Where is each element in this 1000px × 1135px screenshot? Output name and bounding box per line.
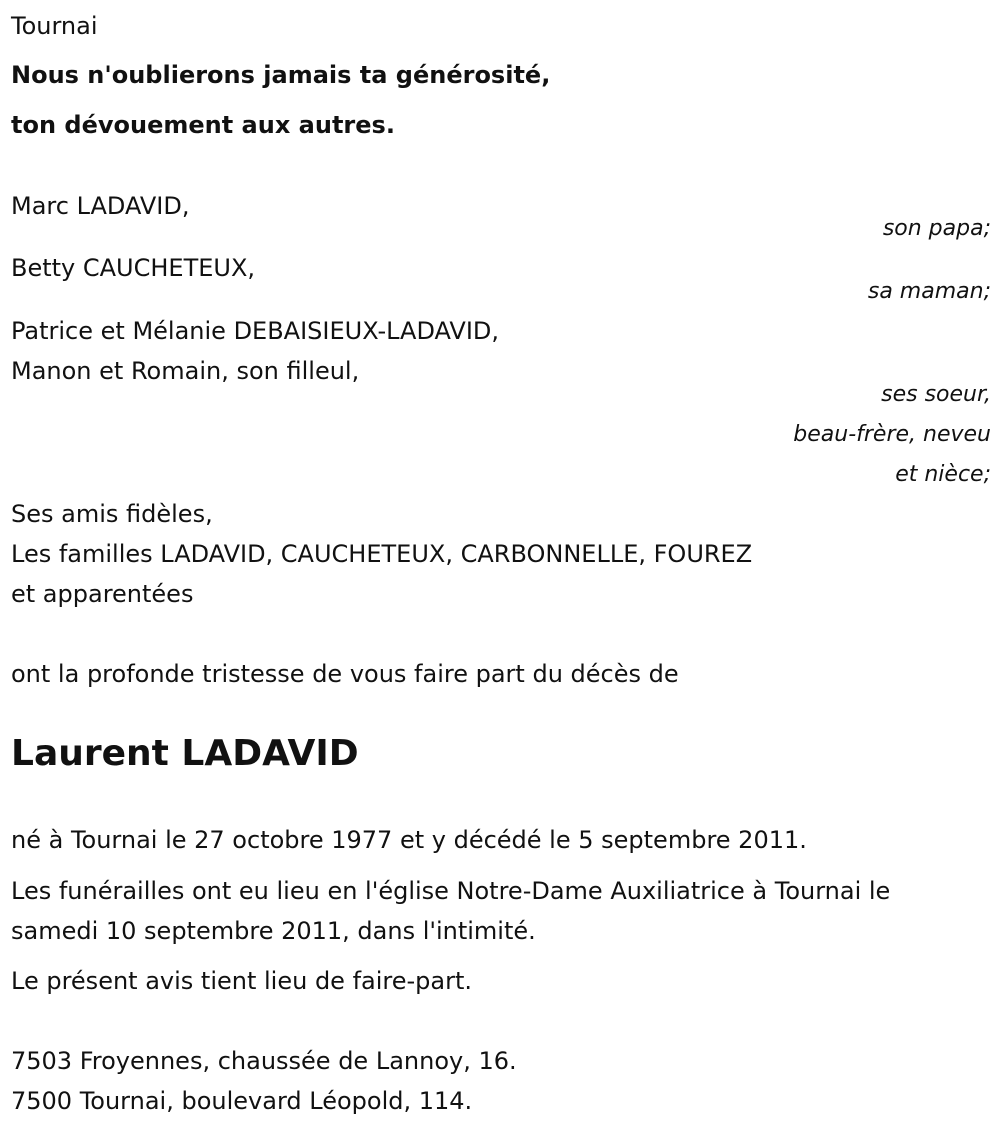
motto-line-2: ton dévouement aux autres.: [11, 111, 395, 139]
sibling-line-1: Patrice et Mélanie DEBAISIEUX-LADAVID,: [11, 317, 500, 345]
father-name: Marc LADAVID,: [11, 192, 190, 220]
birth-death-line: né à Tournai le 27 octobre 1977 et y décédé le 5 septembre 2011.: [11, 826, 807, 854]
funeral-line-1: Les funérailles ont eu lieu en l'église Notre-Dame Auxiliatrice à Tournai le: [11, 877, 891, 905]
sibling-line-2: Manon et Romain, son filleul,: [11, 357, 360, 385]
mother-name: Betty CAUCHETEUX,: [11, 254, 256, 282]
mother-relation: sa maman;: [867, 279, 991, 304]
announcement-text: ont la profonde tristesse de vous faire part du décès de: [11, 660, 679, 688]
families-line: Les familles LADAVID, CAUCHETEUX, CARBONNELLE, FOUREZ: [11, 540, 753, 568]
father-relation: son papa;: [882, 216, 991, 241]
location-heading: Tournai: [11, 12, 98, 40]
related-line: et apparentées: [11, 580, 194, 608]
notice-line: Le présent avis tient lieu de faire-part.: [11, 967, 473, 995]
address-1: 7503 Froyennes, chaussée de Lannoy, 16.: [11, 1047, 517, 1075]
sibling-relation-3: et nièce;: [895, 462, 991, 487]
deceased-name: Laurent LADAVID: [11, 733, 359, 774]
motto-line-1: Nous n'oublierons jamais ta générosité,: [11, 61, 551, 89]
friends-line: Ses amis fidèles,: [11, 500, 213, 528]
funeral-line-2: samedi 10 septembre 2011, dans l'intimité.: [11, 917, 536, 945]
sibling-relation-1: ses soeur,: [881, 382, 991, 407]
address-2: 7500 Tournai, boulevard Léopold, 114.: [11, 1087, 473, 1115]
sibling-relation-2: beau-frère, neveu: [793, 422, 991, 447]
